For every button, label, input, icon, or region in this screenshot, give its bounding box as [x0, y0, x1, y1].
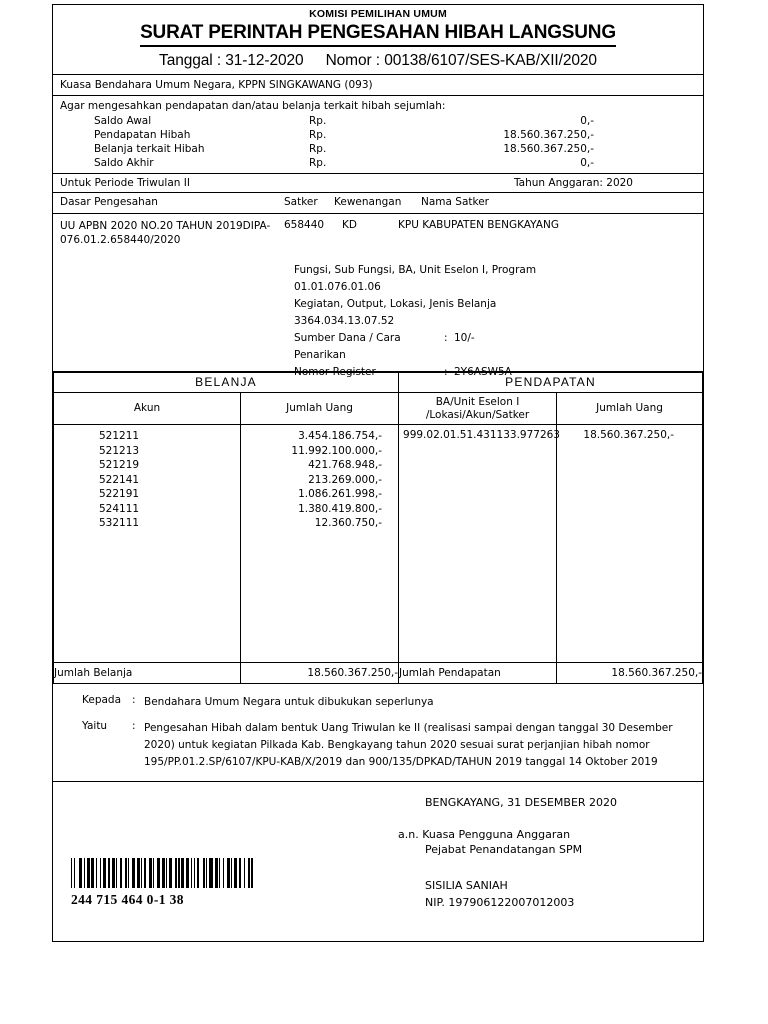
table-total-row: [54, 663, 703, 684]
list-item: 521211: [99, 430, 140, 443]
kepada-label: Kepada: [82, 694, 122, 707]
recipient-line: Kuasa Bendahara Umum Negara, KPPN SINGKAWANG (093): [53, 75, 703, 96]
column-header-ba-unit-eselon: [399, 393, 557, 425]
kepada-row: [60, 694, 691, 711]
saldo-currency: Rp.: [309, 157, 327, 170]
colon-separator: :: [444, 332, 448, 345]
list-item: 999.02.01.51.431133.977263: [403, 429, 560, 442]
list-item: 3.454.186.754,-: [298, 430, 383, 443]
column-header-jumlah-uang-belanja: Jumlah Uang: [241, 393, 399, 425]
saldo-label: Saldo Akhir: [94, 157, 154, 170]
narrative-section: [53, 684, 703, 782]
budget-detail-block: [294, 262, 536, 381]
saldo-currency: Rp.: [309, 115, 327, 128]
saldo-amount: 18.560.367.250,-: [503, 143, 594, 156]
satker-value: 658440: [284, 219, 325, 232]
colon-separator: :: [444, 366, 448, 379]
table-row: [60, 142, 697, 156]
kegiatan-label: Kegiatan, Output, Lokasi, Jenis Belanja: [294, 298, 497, 311]
list-item: 421.768.948,-: [308, 459, 383, 472]
nomor-register-value: 2Y6ASW5A: [454, 366, 512, 379]
fungsi-value: 01.01.076.01.06: [294, 281, 381, 294]
total-pendapatan-value: 18.560.367.250,-: [557, 663, 703, 684]
instruction-text: Agar mengesahkan pendapatan dan/atau belanja terkait hibah sejumlah:: [60, 100, 446, 113]
pendapatan-jumlah-list: [557, 425, 703, 663]
belanja-jumlah-list: [241, 425, 399, 663]
list-item: 521213: [99, 444, 140, 457]
document-date: Tanggal : 31-12-2020: [159, 51, 304, 69]
belanja-pendapatan-table: [53, 373, 703, 684]
total-belanja-value: 18.560.367.250,-: [241, 663, 399, 684]
sumber-dana-row: [294, 330, 536, 364]
total-pendapatan-label: Jumlah Pendapatan: [399, 663, 557, 684]
list-item: 213.269.000,-: [308, 473, 383, 486]
signature-on-behalf: a.n. Kuasa Pengguna Anggaran: [398, 828, 571, 842]
barcode-number: 244 715 464 0-1 38: [71, 892, 184, 908]
list-item: 11.992.100.000,-: [291, 444, 383, 457]
col-dasar-pengesahan: Dasar Pengesahan: [60, 196, 158, 209]
ba-header-line1: BA/Unit Eselon I: [435, 396, 520, 409]
sumber-dana-value: 10/-: [454, 332, 475, 345]
table-row: [60, 128, 697, 142]
saldo-amount: 18.560.367.250,-: [503, 129, 594, 142]
table-body-row: [54, 425, 703, 663]
list-item: 1.380.419.800,-: [298, 502, 383, 515]
signature-section: [53, 782, 703, 918]
period-row: [53, 174, 703, 193]
group-header-pendapatan: PENDAPATAN: [399, 373, 703, 393]
dasar-pengesahan-header: [53, 193, 703, 214]
list-item: 522191: [99, 488, 140, 501]
saldo-amount: 0,-: [580, 157, 594, 170]
table-row: [60, 114, 697, 128]
column-header-jumlah-uang-pendapatan: Jumlah Uang: [557, 393, 703, 425]
document-meta: [53, 52, 703, 70]
kewenangan-value: KD: [342, 219, 357, 232]
saldo-currency: Rp.: [309, 143, 327, 156]
yaitu-row: [60, 720, 691, 771]
belanja-akun-list: [54, 425, 241, 663]
nomor-register-label: Nomor Register: [294, 366, 376, 379]
col-kewenangan: Kewenangan: [334, 196, 402, 209]
yaitu-value: Pengesahan Hibah dalam bentuk Uang Triwulan ke II (realisasi sampai dengan tanggal 30 Desember 2020) untuk kegiatan Pilkada Kab. Bengkayang tahun 2020 sesuai surat perjanjian hibah nomor 195/PP.01.2.SP/6107/KPU-KAB/X/2019 dan 900/135/DPKAD/TAHUN 2019 tanggal 14 Oktober 2019: [144, 722, 673, 769]
total-belanja-label: Jumlah Belanja: [54, 663, 241, 684]
saldo-label: Saldo Awal: [94, 115, 152, 128]
dasar-pengesahan-body: [53, 214, 703, 379]
list-item: 1.086.261.998,-: [298, 488, 383, 501]
table-row: [60, 156, 697, 170]
fungsi-label: Fungsi, Sub Fungsi, BA, Unit Eselon I, Program: [294, 264, 537, 277]
table-column-header-row: [54, 393, 703, 425]
saldo-label: Belanja terkait Hibah: [94, 143, 205, 156]
list-item: 532111: [99, 517, 140, 530]
nomor-register-row: [294, 364, 536, 381]
saldo-amount: 0,-: [580, 115, 594, 128]
dasar-basis-value: UU APBN 2020 NO.20 TAHUN 2019DIPA-076.01.2.658440/2020: [60, 220, 271, 247]
institution-name: KOMISI PEMILIHAN UMUM: [309, 8, 447, 20]
signatory-nip: NIP. 197906122007012003: [425, 896, 575, 910]
sumber-dana-label: Sumber Dana / Cara Penarikan: [294, 332, 401, 362]
signature-position: Pejabat Penandatangan SPM: [425, 843, 583, 857]
col-satker: Satker: [284, 196, 318, 209]
barcode-block: [71, 858, 253, 908]
pendapatan-ba-list: [399, 425, 560, 663]
group-header-belanja: BELANJA: [54, 373, 399, 393]
fiscal-year-label: Tahun Anggaran: 2020: [513, 177, 633, 190]
saldo-section: [53, 96, 703, 174]
saldo-currency: Rp.: [309, 129, 327, 142]
column-header-akun: Akun: [54, 393, 241, 425]
document-page: [52, 4, 704, 942]
document-number: Nomor : 00138/6107/SES-KAB/XII/2020: [325, 51, 597, 69]
kepada-colon: :: [132, 694, 136, 707]
yaitu-colon: :: [132, 720, 136, 733]
barcode-image: [71, 858, 253, 888]
document-header: [53, 5, 703, 75]
ba-header-line2: /Lokasi/Akun/Satker: [425, 408, 530, 421]
saldo-table: [60, 114, 697, 170]
list-item: 524111: [99, 502, 140, 515]
kepada-value: Bendahara Umum Negara untuk dibukukan seperlunya: [144, 696, 434, 709]
list-item: 522141: [99, 473, 140, 486]
list-item: 521219: [99, 459, 140, 472]
page-title: SURAT PERINTAH PENGESAHAN HIBAH LANGSUNG: [140, 22, 616, 47]
list-item: 18.560.367.250,-: [583, 429, 675, 442]
signature-place-date: BENGKAYANG, 31 DESEMBER 2020: [425, 796, 618, 810]
list-item: 12.360.750,-: [314, 517, 383, 530]
signatory-name: SISILIA SANIAH: [425, 879, 508, 893]
kegiatan-value: 3364.034.13.07.52: [294, 315, 395, 328]
saldo-label: Pendapatan Hibah: [94, 129, 191, 142]
nama-satker-value: KPU KABUPATEN BENGKAYANG: [398, 219, 559, 232]
period-label: Untuk Periode Triwulan II: [60, 177, 190, 190]
yaitu-label: Yaitu: [82, 720, 108, 733]
col-nama-satker: Nama Satker: [421, 196, 489, 209]
